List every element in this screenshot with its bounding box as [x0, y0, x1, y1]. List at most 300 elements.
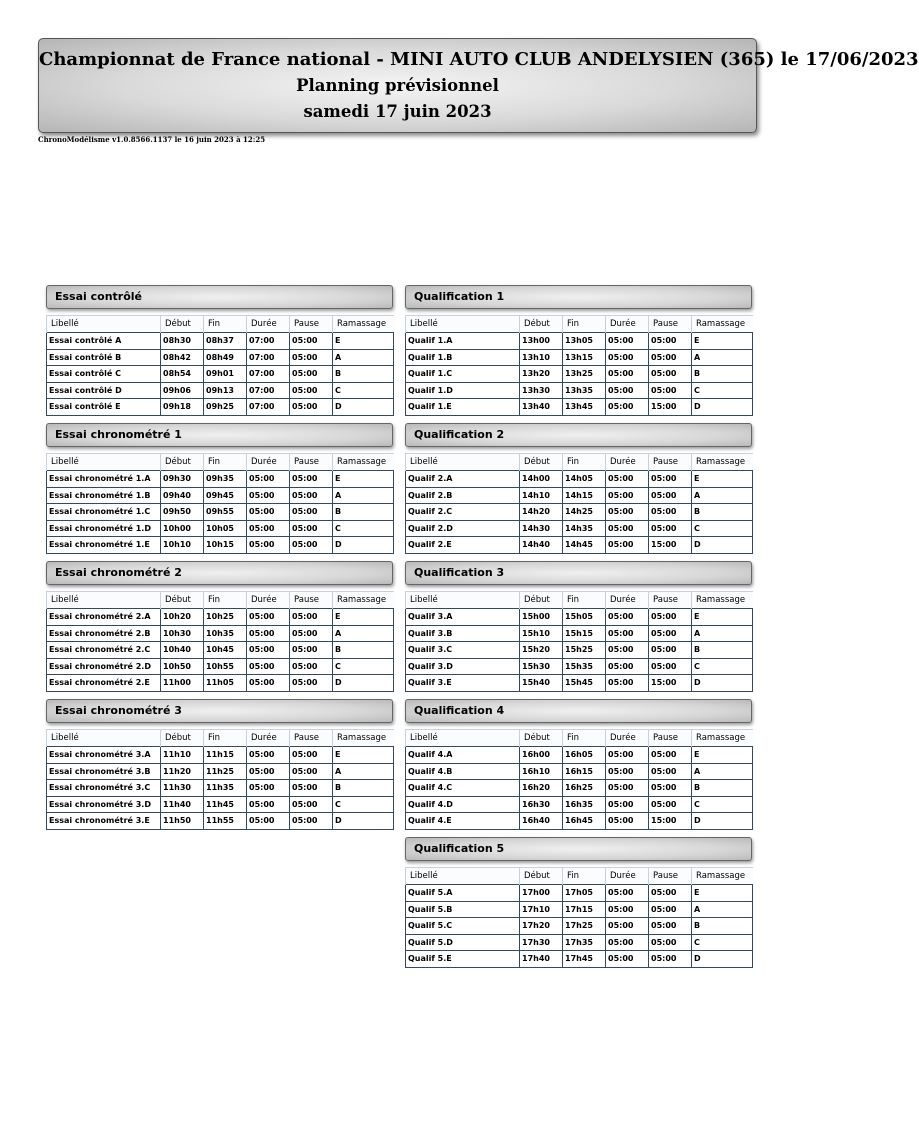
section-title: Essai chronométré 3 [46, 699, 393, 723]
table-row [47, 382, 394, 399]
table-cell: Qualif 3.A [406, 609, 520, 626]
column-header: Pause [649, 868, 692, 885]
table-cell: 15:00 [649, 675, 692, 692]
table-cell: 17h10 [520, 901, 563, 918]
table-cell: 05:00 [247, 520, 290, 537]
table-cell: Essai chronométré 2.B [47, 625, 161, 642]
section-title: Qualification 1 [405, 285, 752, 309]
table-cell: 13h30 [520, 382, 563, 399]
table-row [406, 885, 753, 902]
table-cell: 13h05 [563, 333, 606, 350]
column-header: Début [520, 868, 563, 885]
table-row [47, 399, 394, 416]
column-header: Pause [649, 730, 692, 747]
schedule-section [46, 423, 393, 554]
table-cell: 11h35 [204, 780, 247, 797]
table-cell: 05:00 [606, 382, 649, 399]
table-cell: 08h42 [161, 349, 204, 366]
page-header [38, 38, 919, 133]
table-cell: 05:00 [247, 763, 290, 780]
table-cell: 14h20 [520, 504, 563, 521]
table-cell: 10h55 [204, 658, 247, 675]
table-cell: Qualif 4.C [406, 780, 520, 797]
table-cell: Qualif 1.D [406, 382, 520, 399]
table-cell: 17h05 [563, 885, 606, 902]
column-header: Libellé [406, 868, 520, 885]
table-cell: 09h55 [204, 504, 247, 521]
table-row [47, 520, 394, 537]
table-cell: 13h25 [563, 366, 606, 383]
table-cell: 05:00 [290, 487, 333, 504]
table-cell: 05:00 [606, 487, 649, 504]
table-cell: Qualif 4.A [406, 747, 520, 764]
table-cell: 05:00 [290, 763, 333, 780]
table-cell: 13h15 [563, 349, 606, 366]
software-version: ChronoModélisme v1.0.8566.1137 le 16 juin 2023 à 12:25 [38, 135, 266, 144]
table-cell: 09h30 [161, 471, 204, 488]
table-row [47, 504, 394, 521]
table-cell: 05:00 [649, 642, 692, 659]
table-cell: 14h35 [563, 520, 606, 537]
table-cell: B [333, 504, 394, 521]
column-header: Début [520, 454, 563, 471]
table-cell: C [692, 658, 753, 675]
table-cell: Essai chronométré 1.D [47, 520, 161, 537]
schedule-table [405, 591, 753, 692]
table-cell: 17h40 [520, 951, 563, 968]
table-cell: 05:00 [606, 349, 649, 366]
schedule-section [405, 285, 752, 416]
table-cell: 05:00 [247, 658, 290, 675]
table-cell: D [333, 537, 394, 554]
column-header: Début [520, 730, 563, 747]
table-cell: 15h10 [520, 625, 563, 642]
table-cell: Qualif 5.C [406, 918, 520, 935]
table-cell: 05:00 [247, 609, 290, 626]
table-cell: 05:00 [649, 520, 692, 537]
table-cell: Qualif 2.D [406, 520, 520, 537]
column-header: Fin [563, 454, 606, 471]
table-cell: Essai chronométré 1.C [47, 504, 161, 521]
table-cell: 15h40 [520, 675, 563, 692]
table-cell: 05:00 [606, 885, 649, 902]
table-cell: Qualif 1.B [406, 349, 520, 366]
column-header: Pause [290, 730, 333, 747]
section-title: Qualification 2 [405, 423, 752, 447]
table-cell: Qualif 1.A [406, 333, 520, 350]
table-cell: C [692, 520, 753, 537]
page-date: samedi 17 juin 2023 [303, 102, 492, 121]
table-cell: D [692, 399, 753, 416]
table-cell: 05:00 [290, 471, 333, 488]
column-header: Fin [204, 730, 247, 747]
table-cell: 07:00 [247, 382, 290, 399]
table-cell: Qualif 5.A [406, 885, 520, 902]
table-row [406, 658, 753, 675]
table-row [406, 537, 753, 554]
table-cell: Essai chronométré 3.B [47, 763, 161, 780]
table-cell: 14h40 [520, 537, 563, 554]
table-cell: C [333, 796, 394, 813]
table-cell: E [333, 747, 394, 764]
table-cell: Qualif 3.C [406, 642, 520, 659]
table-row [406, 918, 753, 935]
column-header: Fin [563, 730, 606, 747]
table-cell: D [692, 537, 753, 554]
table-cell: Essai contrôlé E [47, 399, 161, 416]
table-cell: 05:00 [290, 609, 333, 626]
table-cell: 05:00 [606, 504, 649, 521]
table-cell: D [333, 675, 394, 692]
table-cell: 05:00 [606, 609, 649, 626]
schedule-table [46, 729, 394, 830]
table-cell: 11h10 [161, 747, 204, 764]
column-header: Début [520, 316, 563, 333]
column-header: Fin [563, 868, 606, 885]
table-cell: 05:00 [247, 537, 290, 554]
schedule-table [46, 315, 394, 416]
table-cell: 16h40 [520, 813, 563, 830]
table-cell: Qualif 3.D [406, 658, 520, 675]
table-header-row [47, 592, 394, 609]
table-row [406, 504, 753, 521]
table-cell: Essai chronométré 2.D [47, 658, 161, 675]
table-cell: 09h35 [204, 471, 247, 488]
table-cell: 07:00 [247, 366, 290, 383]
table-cell: Essai chronométré 3.E [47, 813, 161, 830]
table-cell: 14h05 [563, 471, 606, 488]
table-cell: 05:00 [649, 901, 692, 918]
table-cell: 05:00 [290, 349, 333, 366]
table-cell: Qualif 5.B [406, 901, 520, 918]
table-cell: 05:00 [606, 333, 649, 350]
table-cell: Essai chronométré 3.C [47, 780, 161, 797]
table-cell: Essai chronométré 1.E [47, 537, 161, 554]
table-cell: 10h05 [204, 520, 247, 537]
table-cell: 16h00 [520, 747, 563, 764]
column-header: Début [161, 730, 204, 747]
table-cell: 05:00 [247, 780, 290, 797]
table-cell: 05:00 [606, 796, 649, 813]
column-header: Ramassage [692, 730, 753, 747]
table-cell: 15h30 [520, 658, 563, 675]
table-row [47, 471, 394, 488]
table-cell: 13h00 [520, 333, 563, 350]
column-header: Pause [649, 592, 692, 609]
table-cell: Qualif 5.D [406, 934, 520, 951]
table-cell: 13h40 [520, 399, 563, 416]
column-header: Libellé [406, 316, 520, 333]
table-row [406, 747, 753, 764]
table-row [47, 609, 394, 626]
table-cell: 10h50 [161, 658, 204, 675]
column-header: Pause [649, 316, 692, 333]
table-cell: 05:00 [290, 399, 333, 416]
table-cell: A [692, 625, 753, 642]
column-header: Ramassage [333, 454, 394, 471]
table-cell: 05:00 [649, 609, 692, 626]
table-cell: 05:00 [290, 675, 333, 692]
table-cell: 15h20 [520, 642, 563, 659]
table-cell: 05:00 [649, 487, 692, 504]
table-header-row [47, 730, 394, 747]
table-cell: 17h20 [520, 918, 563, 935]
column-header: Pause [290, 316, 333, 333]
table-row [406, 780, 753, 797]
table-cell: 05:00 [649, 366, 692, 383]
table-cell: 17h45 [563, 951, 606, 968]
table-header-row [406, 592, 753, 609]
table-cell: 09h40 [161, 487, 204, 504]
table-cell: 05:00 [606, 642, 649, 659]
table-cell: D [692, 675, 753, 692]
table-cell: 05:00 [649, 504, 692, 521]
table-cell: 05:00 [290, 796, 333, 813]
table-cell: 05:00 [247, 796, 290, 813]
table-cell: C [692, 382, 753, 399]
table-row [406, 763, 753, 780]
table-cell: E [692, 609, 753, 626]
table-cell: 15h15 [563, 625, 606, 642]
table-cell: 05:00 [247, 675, 290, 692]
table-header-row [406, 454, 753, 471]
table-cell: Qualif 4.B [406, 763, 520, 780]
table-cell: 15h00 [520, 609, 563, 626]
table-cell: 05:00 [247, 747, 290, 764]
table-cell: 11h20 [161, 763, 204, 780]
table-cell: 14h25 [563, 504, 606, 521]
table-cell: 08h49 [204, 349, 247, 366]
table-cell: B [333, 366, 394, 383]
table-cell: Qualif 1.E [406, 399, 520, 416]
table-cell: 11h40 [161, 796, 204, 813]
schedule-section [46, 561, 393, 692]
table-row [47, 537, 394, 554]
section-title: Essai contrôlé [46, 285, 393, 309]
table-cell: Essai chronométré 2.A [47, 609, 161, 626]
column-header: Durée [606, 592, 649, 609]
table-header-row [406, 730, 753, 747]
table-cell: 05:00 [606, 658, 649, 675]
table-row [406, 487, 753, 504]
table-cell: 09h01 [204, 366, 247, 383]
table-row [406, 333, 753, 350]
table-cell: 05:00 [290, 537, 333, 554]
schedule-table [46, 591, 394, 692]
table-cell: 05:00 [649, 382, 692, 399]
table-cell: Qualif 3.E [406, 675, 520, 692]
table-cell: 05:00 [606, 471, 649, 488]
column-header: Durée [247, 730, 290, 747]
table-cell: 14h00 [520, 471, 563, 488]
table-cell: 15:00 [649, 399, 692, 416]
table-cell: 05:00 [290, 813, 333, 830]
table-cell: 07:00 [247, 399, 290, 416]
table-cell: 05:00 [606, 901, 649, 918]
table-cell: 05:00 [606, 780, 649, 797]
table-cell: 05:00 [606, 399, 649, 416]
table-cell: E [692, 333, 753, 350]
table-row [47, 796, 394, 813]
table-cell: 09h50 [161, 504, 204, 521]
table-row [406, 901, 753, 918]
column-header: Ramassage [692, 592, 753, 609]
table-cell: 10h15 [204, 537, 247, 554]
page-title: Championnat de France national - MINI AUTO CLUB ANDELYSIEN (365) le 17/06/2023 [39, 49, 919, 70]
table-cell: 08h30 [161, 333, 204, 350]
column-header: Ramassage [692, 868, 753, 885]
table-cell: Qualif 1.C [406, 366, 520, 383]
table-row [47, 642, 394, 659]
table-cell: Essai chronométré 1.B [47, 487, 161, 504]
table-cell: B [692, 642, 753, 659]
schedule-section [405, 561, 752, 692]
table-cell: Essai contrôlé C [47, 366, 161, 383]
schedule-table [405, 729, 753, 830]
table-cell: C [692, 934, 753, 951]
table-cell: 05:00 [606, 520, 649, 537]
table-cell: 17h15 [563, 901, 606, 918]
table-cell: 05:00 [649, 333, 692, 350]
table-header-row [406, 316, 753, 333]
table-cell: 16h30 [520, 796, 563, 813]
column-header: Libellé [406, 730, 520, 747]
section-title: Qualification 4 [405, 699, 752, 723]
table-row [406, 471, 753, 488]
table-cell: B [333, 780, 394, 797]
column-header: Ramassage [333, 592, 394, 609]
table-cell: 16h05 [563, 747, 606, 764]
table-row [406, 609, 753, 626]
table-cell: 05:00 [649, 796, 692, 813]
table-header-row [406, 868, 753, 885]
column-header: Durée [606, 316, 649, 333]
table-cell: D [333, 813, 394, 830]
table-cell: 05:00 [649, 658, 692, 675]
table-cell: 10h35 [204, 625, 247, 642]
table-cell: 05:00 [606, 951, 649, 968]
table-cell: A [692, 349, 753, 366]
table-row [406, 366, 753, 383]
table-cell: E [333, 333, 394, 350]
schedule-section [405, 699, 752, 830]
table-cell: 05:00 [606, 747, 649, 764]
column-header: Fin [204, 592, 247, 609]
table-cell: 13h45 [563, 399, 606, 416]
column-header: Fin [204, 454, 247, 471]
table-cell: 14h10 [520, 487, 563, 504]
column-header: Ramassage [333, 316, 394, 333]
table-cell: Qualif 5.E [406, 951, 520, 968]
table-cell: E [692, 885, 753, 902]
table-cell: C [333, 658, 394, 675]
table-cell: C [333, 520, 394, 537]
table-cell: D [692, 813, 753, 830]
table-cell: 13h20 [520, 366, 563, 383]
table-row [47, 349, 394, 366]
table-row [406, 399, 753, 416]
table-cell: 05:00 [649, 780, 692, 797]
table-cell: 16h20 [520, 780, 563, 797]
schedule-section [46, 699, 393, 830]
column-header: Fin [204, 316, 247, 333]
table-cell: 05:00 [290, 625, 333, 642]
table-row [47, 763, 394, 780]
table-cell: Qualif 2.E [406, 537, 520, 554]
table-cell: Essai contrôlé A [47, 333, 161, 350]
table-cell: Essai chronométré 2.E [47, 675, 161, 692]
column-header: Pause [649, 454, 692, 471]
table-cell: E [333, 471, 394, 488]
table-cell: 09h13 [204, 382, 247, 399]
column-header: Fin [563, 316, 606, 333]
table-cell: 05:00 [649, 349, 692, 366]
table-cell: Essai contrôlé B [47, 349, 161, 366]
table-cell: 05:00 [290, 658, 333, 675]
table-cell: 05:00 [606, 625, 649, 642]
table-cell: 05:00 [649, 471, 692, 488]
schedule-section [46, 285, 393, 416]
column-header: Début [520, 592, 563, 609]
table-cell: 17h35 [563, 934, 606, 951]
table-cell: 11h50 [161, 813, 204, 830]
table-cell: 14h15 [563, 487, 606, 504]
column-header: Pause [290, 454, 333, 471]
table-cell: 10h25 [204, 609, 247, 626]
table-cell: 11h45 [204, 796, 247, 813]
table-row [47, 780, 394, 797]
table-cell: 08h54 [161, 366, 204, 383]
schedule-table [405, 315, 753, 416]
table-cell: 05:00 [290, 520, 333, 537]
table-cell: Essai chronométré 3.A [47, 747, 161, 764]
table-row [406, 796, 753, 813]
table-cell: 16h45 [563, 813, 606, 830]
table-cell: 05:00 [290, 382, 333, 399]
table-cell: 10h10 [161, 537, 204, 554]
table-cell: 09h45 [204, 487, 247, 504]
table-cell: B [333, 642, 394, 659]
table-row [406, 934, 753, 951]
table-row [406, 349, 753, 366]
table-cell: 11h55 [204, 813, 247, 830]
table-cell: 05:00 [606, 918, 649, 935]
column-header: Libellé [406, 592, 520, 609]
table-cell: 16h35 [563, 796, 606, 813]
schedule-section [405, 423, 752, 554]
column-header: Fin [563, 592, 606, 609]
table-row [47, 658, 394, 675]
table-cell: 16h15 [563, 763, 606, 780]
table-cell: 05:00 [649, 625, 692, 642]
table-cell: 10h40 [161, 642, 204, 659]
table-row [406, 382, 753, 399]
table-cell: 13h35 [563, 382, 606, 399]
table-cell: A [333, 349, 394, 366]
table-row [406, 520, 753, 537]
column-header: Ramassage [692, 316, 753, 333]
column-header: Libellé [406, 454, 520, 471]
schedule-table [405, 453, 753, 554]
section-title: Qualification 3 [405, 561, 752, 585]
table-cell: 05:00 [290, 504, 333, 521]
table-cell: 16h25 [563, 780, 606, 797]
table-cell: 15:00 [649, 813, 692, 830]
table-cell: 05:00 [649, 918, 692, 935]
table-cell: 05:00 [290, 642, 333, 659]
table-cell: Qualif 4.E [406, 813, 520, 830]
table-cell: 10h45 [204, 642, 247, 659]
